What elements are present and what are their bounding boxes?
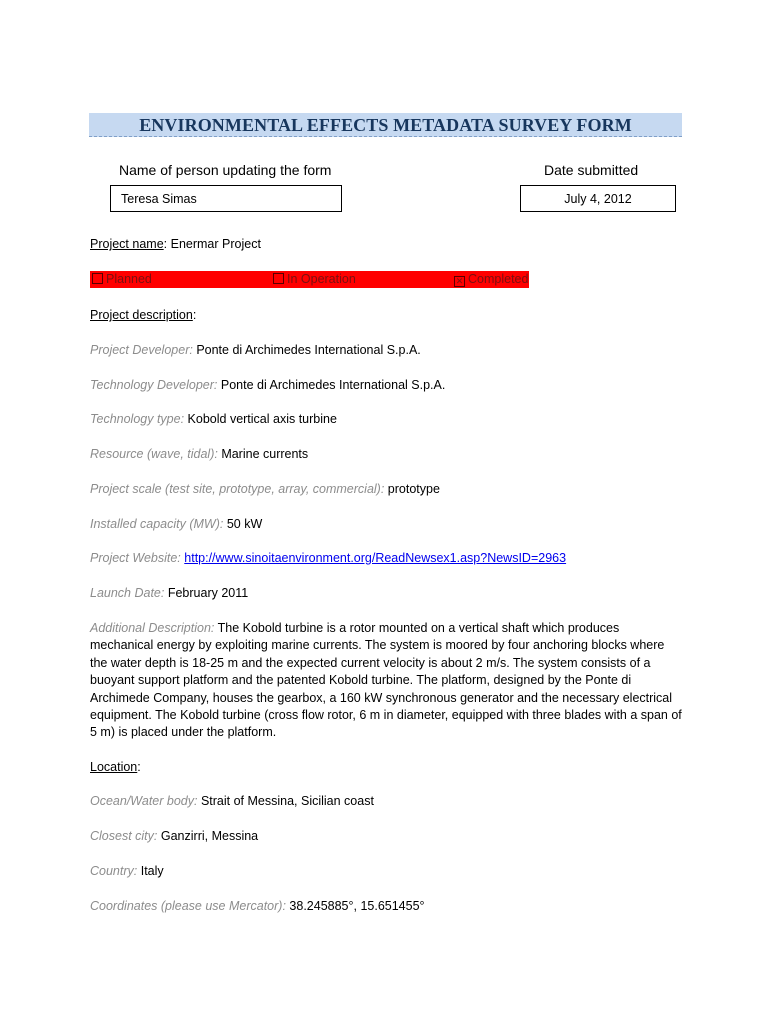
project-name-label: Project name (90, 237, 164, 251)
checked-checkbox-icon[interactable]: ✕ (455, 276, 464, 286)
date-label: Date submitted (544, 162, 639, 178)
capacity-line (90, 516, 262, 533)
resource-label: Resource (wave, tidal): (90, 447, 218, 461)
location-label: Location (90, 760, 138, 774)
tech-developer-value: Ponte di Archimedes International S.p.A. (220, 378, 446, 392)
date-field[interactable]: July 4, 2012 (520, 185, 676, 212)
name-field[interactable]: Teresa Simas (110, 185, 342, 212)
status-in-operation[interactable] (273, 271, 356, 288)
water-body-line (90, 793, 374, 810)
additional-description (90, 620, 682, 742)
water-body-value: Strait of Messina, Sicilian coast (200, 794, 374, 808)
scale-label: Project scale (test site, prototype, array, commercial): (90, 482, 385, 496)
location-heading: Location: (90, 760, 141, 774)
country-line (90, 863, 164, 880)
status-planned-label: Planned (106, 272, 152, 286)
status-completed[interactable] (454, 271, 528, 288)
resource-value: Marine currents (221, 447, 309, 461)
form-title: ENVIRONMENTAL EFFECTS METADATA SURVEY FORM (139, 115, 632, 135)
country-value: Italy (140, 864, 164, 878)
launch-line (90, 585, 248, 602)
tech-developer-line (90, 377, 445, 394)
status-in-operation-label: In Operation (287, 272, 356, 286)
coordinates-value: 38.245885°, 15.651455° (289, 899, 425, 913)
scale-value: prototype (387, 482, 440, 496)
status-completed-label: Completed (468, 272, 529, 286)
coordinates-label: Coordinates (please use Mercator): (90, 899, 286, 913)
project-name-line: Project name: Enermar Project (90, 237, 261, 251)
developer-label: Project Developer: (90, 343, 193, 357)
launch-label: Launch Date: (90, 586, 165, 600)
scale-line (90, 481, 440, 498)
website-link[interactable]: http://www.sinoitaenvironment.org/ReadNewsex1.asp?NewsID=2963 (184, 551, 567, 565)
checkbox-icon[interactable] (92, 273, 103, 284)
website-line (90, 550, 566, 567)
capacity-value: 50 kW (226, 517, 263, 531)
water-body-label: Ocean/Water body: (90, 794, 198, 808)
tech-type-line (90, 411, 337, 428)
project-description-label: Project description (90, 308, 193, 322)
city-label: Closest city: (90, 829, 158, 843)
website-label: Project Website: (90, 551, 181, 565)
developer-line (90, 342, 421, 359)
launch-value: February 2011 (167, 586, 249, 600)
tech-type-value: Kobold vertical axis turbine (187, 412, 337, 426)
checkbox-icon[interactable] (273, 273, 284, 284)
project-description-heading: Project description: (90, 308, 197, 322)
resource-line (90, 446, 308, 463)
tech-type-label: Technology type: (90, 412, 185, 426)
tech-developer-label: Technology Developer: (90, 378, 218, 392)
project-name-value: Enermar Project (170, 237, 261, 251)
additional-label: Additional Description: (90, 621, 215, 635)
city-value: Ganzirri, Messina (160, 829, 259, 843)
additional-value: The Kobold turbine is a rotor mounted on a vertical shaft which produces mechanical energy by exploiting marine currents. The system is moored by four anchoring blocks where the water depth is 18-25 m and the expected current velocity is about 2 m/s. The system consists of a buoyant support platform and the patented Kobold turbine. The platform, designed by the Ponte di Archimede Company, houses the gearbox, a 160 kW synchronous generator and the necessary electrical equipment. The Kobold turbine (cross flow rotor, 6 m in diameter, equipped with three blades with a span of 5 m) is placed under the platform. (90, 621, 682, 740)
city-line (90, 828, 258, 845)
name-label: Name of person updating the form (119, 162, 332, 178)
capacity-label: Installed capacity (MW): (90, 517, 224, 531)
developer-value: Ponte di Archimedes International S.p.A. (196, 343, 421, 357)
country-label: Country: (90, 864, 138, 878)
status-planned[interactable] (92, 271, 152, 288)
coordinates-line (90, 898, 425, 915)
